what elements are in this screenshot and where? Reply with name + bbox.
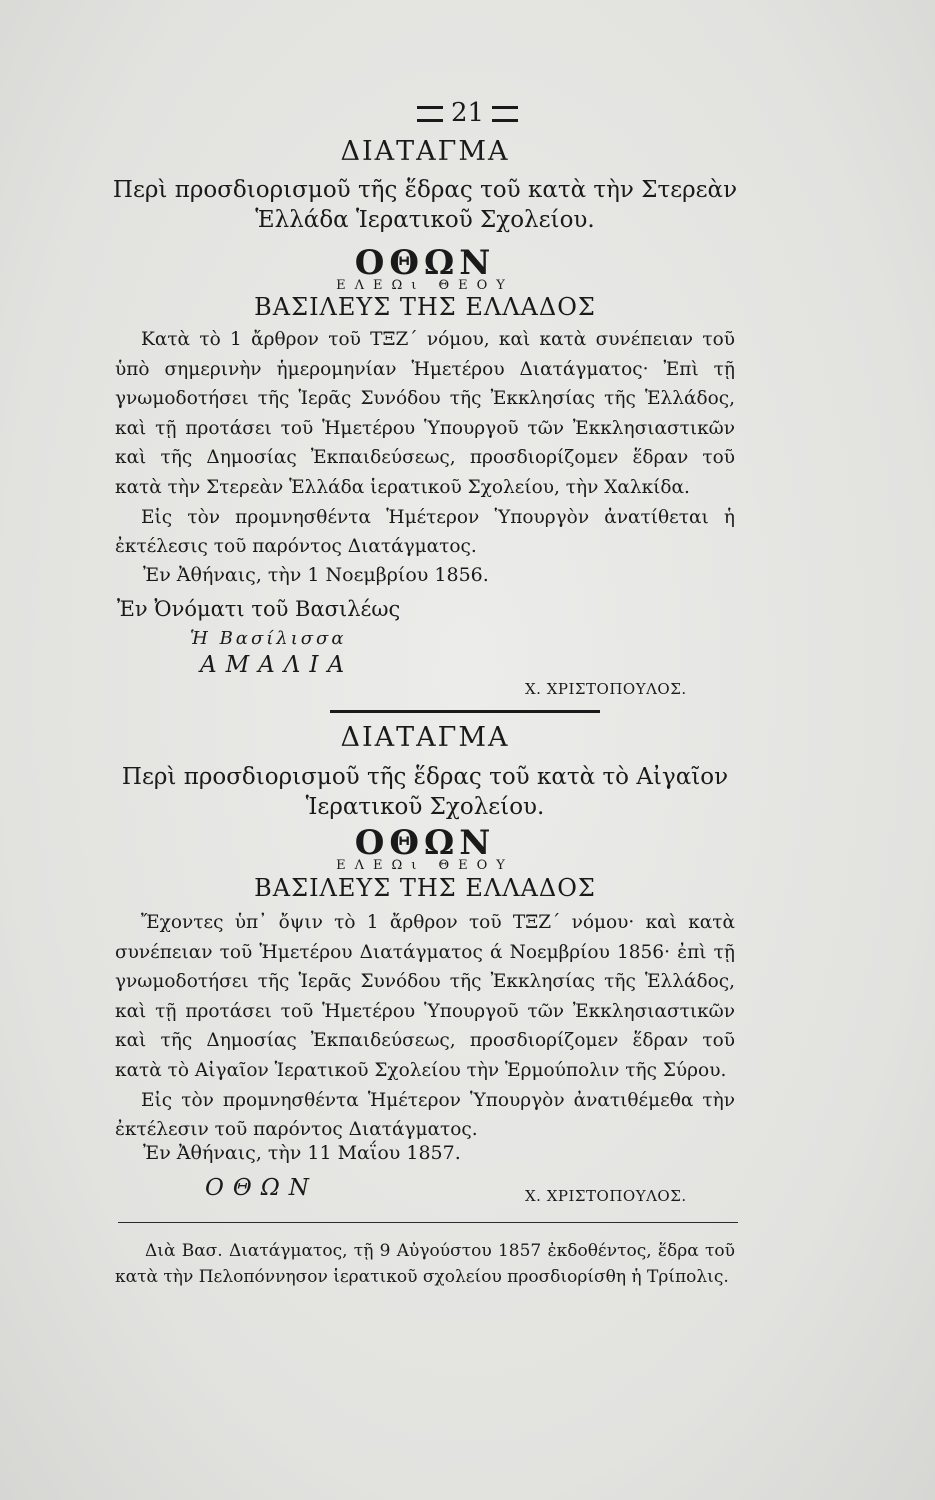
decree2-king-name: ΟΘΩΝ [354, 823, 496, 863]
section-divider [330, 710, 600, 713]
decree2-subtitle-line2: Ἱερατικοῦ Σχολείου. [305, 794, 545, 820]
decree2-date: Ἐν Ἀθήναις, τὴν 11 Μαΐου 1857. [143, 1142, 461, 1164]
decree1-king-title: ΒΑΣΙΛΕΥΣ ΤΗΣ ΕΛΛΑΔΟΣ [254, 293, 596, 321]
decree1-queen: Ἡ Βασίλισσα [190, 628, 347, 649]
decree2-subtitle-line1: Περὶ προσδιορισμοῦ τῆς ἕδρας τοῦ κατὰ τὸ Αἰγαῖον [121, 764, 729, 790]
decree2-title: ΔΙΑΤΑΓΜΑ [340, 722, 510, 753]
page-number: 21 [450, 98, 485, 128]
decree1-title: ΔΙΑΤΑΓΜΑ [340, 136, 510, 167]
footnote: Διὰ Βασ. Διατάγματος, τῇ 9 Αὐγούστου 1857 ἐκδοθέντος, ἕδρα τοῦ κατὰ τὴν Πελοπόννησον ἱερατικοῦ σχολείου προσδιορίσθη ἡ Τρίπολις. [115, 1241, 735, 1287]
decree1-body: Κατὰ τὸ 1 ἄρθρον τοῦ ΤΞΖ΄ νόμου, καὶ κατὰ συνέπειαν τοῦ ὑπὸ σημερινὴν ἡμερομηνίαν Ἡμετέρου Διατάγματος· Ἐπὶ τῇ γνωμοδοτήσει τῆς Ἱερᾶς Συνόδου τῆς Ἐκκλησίας τῆς Ἑλλάδος, καὶ τῇ προτάσει τοῦ Ἡμετέρου Ὑπουργοῦ τῶν Ἐκκλησιαστικῶν καὶ τῆς Δημοσίας Ἐκπαιδεύσεως, προσδιορίζομεν ἕδραν τοῦ κατὰ τὴν Στερεὰν Ἑλλάδα ἱερατικοῦ Σχολείου, τὴν Χαλκίδα. [115, 329, 735, 498]
decree2-king-title: ΒΑΣΙΛΕΥΣ ΤΗΣ ΕΛΛΑΔΟΣ [254, 874, 596, 902]
decree2-body: Ἔχοντες ὑπ᾿ ὄψιν τὸ 1 ἄρθρον τοῦ ΤΞΖ΄ νόμου· καὶ κατὰ συνέπειαν τοῦ Ἡμετέρου Διατάγματος ά Νοεμβρίου 1856· ἐπὶ τῇ γνωμοδοτήσει τῆς Ἱερᾶς Συνόδου τῆς Ἐκκλησίας τῆς Ἑλλάδος, καὶ τῇ προτάσει τοῦ Ἡμετέρου Ὑπουργοῦ τῶν Ἐκκλησιαστικῶν καὶ τῆς Δημοσίας Ἐκπαιδεύσεως, προσδιορίζομεν ἕδραν τοῦ κατὰ τὸ Αἰγαῖον Ἱερατικοῦ Σχολείου τὴν Ἑρμούπολιν τῆς Σύρου. [115, 912, 735, 1081]
decree1-in-name: Ἐν Ὀνόματι τοῦ Βασιλέως [117, 597, 401, 621]
decree1-date: Ἐν Ἀθήναις, τὴν 1 Νοεμβρίου 1856. [143, 564, 489, 586]
decree1-king-name: ΟΘΩΝ [354, 243, 496, 283]
decree2-grace: ΕΛΕΩι ΘΕΟΥ [336, 858, 514, 873]
decree2-charge: Εἰς τὸν προμνησθέντα Ἡμέτερον Ὑπουργὸν ἀνατιθέμεθα τὴν ἐκτέλεσιν τοῦ παρόντος Διατάγματος. [115, 1089, 735, 1141]
decree1-grace: ΕΛΕΩι ΘΕΟΥ [336, 278, 514, 293]
decree2-signature: ΟΘΩΝ [205, 1175, 318, 1201]
decree2-subtitle [105, 762, 745, 822]
decree1-charge: Εἰς τὸν προμνησθέντα Ἡμέτερον Ὑπουργὸν ἀνατίθεται ἡ ἐκτέλεσις τοῦ παρόντος Διατάγματος. [115, 506, 735, 558]
ornament-left [417, 106, 443, 122]
decree2-minister: Χ. ΧΡΙΣΤΟΠΟΥΛΟΣ. [525, 1187, 687, 1205]
footnote-block [115, 1238, 735, 1290]
page-header [0, 98, 935, 128]
decree1-subtitle [105, 175, 745, 235]
decree1-subtitle-line1: Περὶ προσδιορισμοῦ τῆς ἕδρας τοῦ κατὰ τὴν Στερεὰν [112, 177, 738, 203]
decree1-minister: Χ. ΧΡΙΣΤΟΠΟΥΛΟΣ. [525, 680, 687, 698]
ornament-right [492, 106, 518, 122]
decree1-body-block [115, 325, 735, 562]
decree2-body-block [115, 908, 735, 1145]
decree1-subtitle-line2: Ἑλλάδα Ἱερατικοῦ Σχολείου. [255, 207, 595, 233]
decree1-queen-name: ΑΜΑΛΙΑ [200, 652, 354, 678]
footnote-divider [118, 1222, 738, 1223]
